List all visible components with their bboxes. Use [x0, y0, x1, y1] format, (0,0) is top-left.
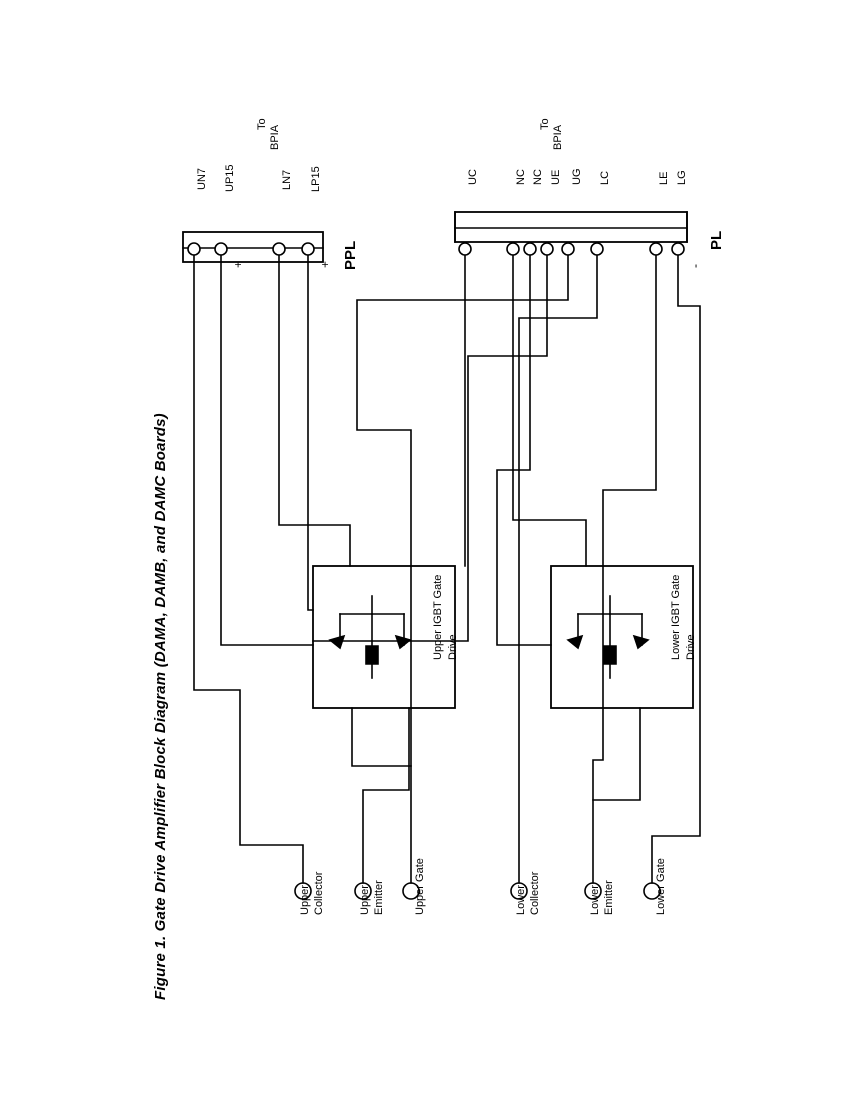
terminal-upper-emitter-line1: Upper	[359, 885, 371, 915]
terminal-lower-collector-line2: Collector	[529, 871, 541, 915]
pl-polarity-mark: -	[688, 264, 702, 268]
terminal-lower-collector-line1: Lower	[515, 885, 527, 915]
lower-igbt-gate-drive-label-line2: Drive	[685, 634, 697, 660]
ppl-group-label-line1: To	[256, 118, 268, 130]
terminal-lower-emitter-line2: Emitter	[603, 880, 615, 915]
pl-pin-uc: UC	[467, 169, 479, 185]
upper-igbt-gate-drive-label-line2: Drive	[447, 634, 459, 660]
terminal-upper-collector-line2: Collector	[313, 871, 325, 915]
ppl-pin-up15: UP15	[224, 164, 236, 192]
pl-pin-le: LE	[658, 171, 670, 185]
lower-igbt-gate-drive-label-line1: Lower IGBT Gate	[670, 574, 682, 660]
pl-pin-lg: LG	[676, 170, 688, 185]
connector-label-pl: PL	[708, 230, 725, 250]
ppl-pin-ln7: LN7	[281, 169, 293, 190]
terminal-upper-emitter-line2: Emitter	[373, 880, 385, 915]
pl-pin-nc-1: NC	[532, 169, 544, 185]
pl-group-label-line2: BPIA	[552, 124, 564, 150]
ppl-polarity-mark-1: +	[318, 260, 332, 268]
terminal-lower-gate-label: Lower Gate	[655, 858, 667, 915]
terminal-upper-collector-line1: Upper	[299, 885, 311, 915]
connector-label-ppl: PPL	[342, 240, 359, 270]
upper-igbt-gate-drive-label-line1: Upper IGBT Gate	[432, 574, 444, 660]
terminal-lower-emitter-line1: Lower	[589, 885, 601, 915]
terminal-upper-gate-label: Upper Gate	[414, 858, 426, 915]
pl-pin-nc-2: NC	[515, 169, 527, 185]
pl-pin-ue: UE	[550, 169, 562, 185]
ppl-group-label-line2: BPIA	[269, 124, 281, 150]
pl-pin-lc: LC	[599, 170, 611, 185]
ppl-pin-lp15: LP15	[310, 166, 322, 192]
ppl-pin-un7: UN7	[196, 167, 208, 190]
pl-pin-ug: UG	[571, 168, 583, 185]
pl-group-label-line1: To	[539, 118, 551, 130]
ppl-polarity-mark-2: +	[231, 260, 245, 268]
figure-caption: Figure 1. Gate Drive Amplifier Block Diagram (DAMA, DAMB, and DAMC Boards)	[152, 413, 169, 1000]
